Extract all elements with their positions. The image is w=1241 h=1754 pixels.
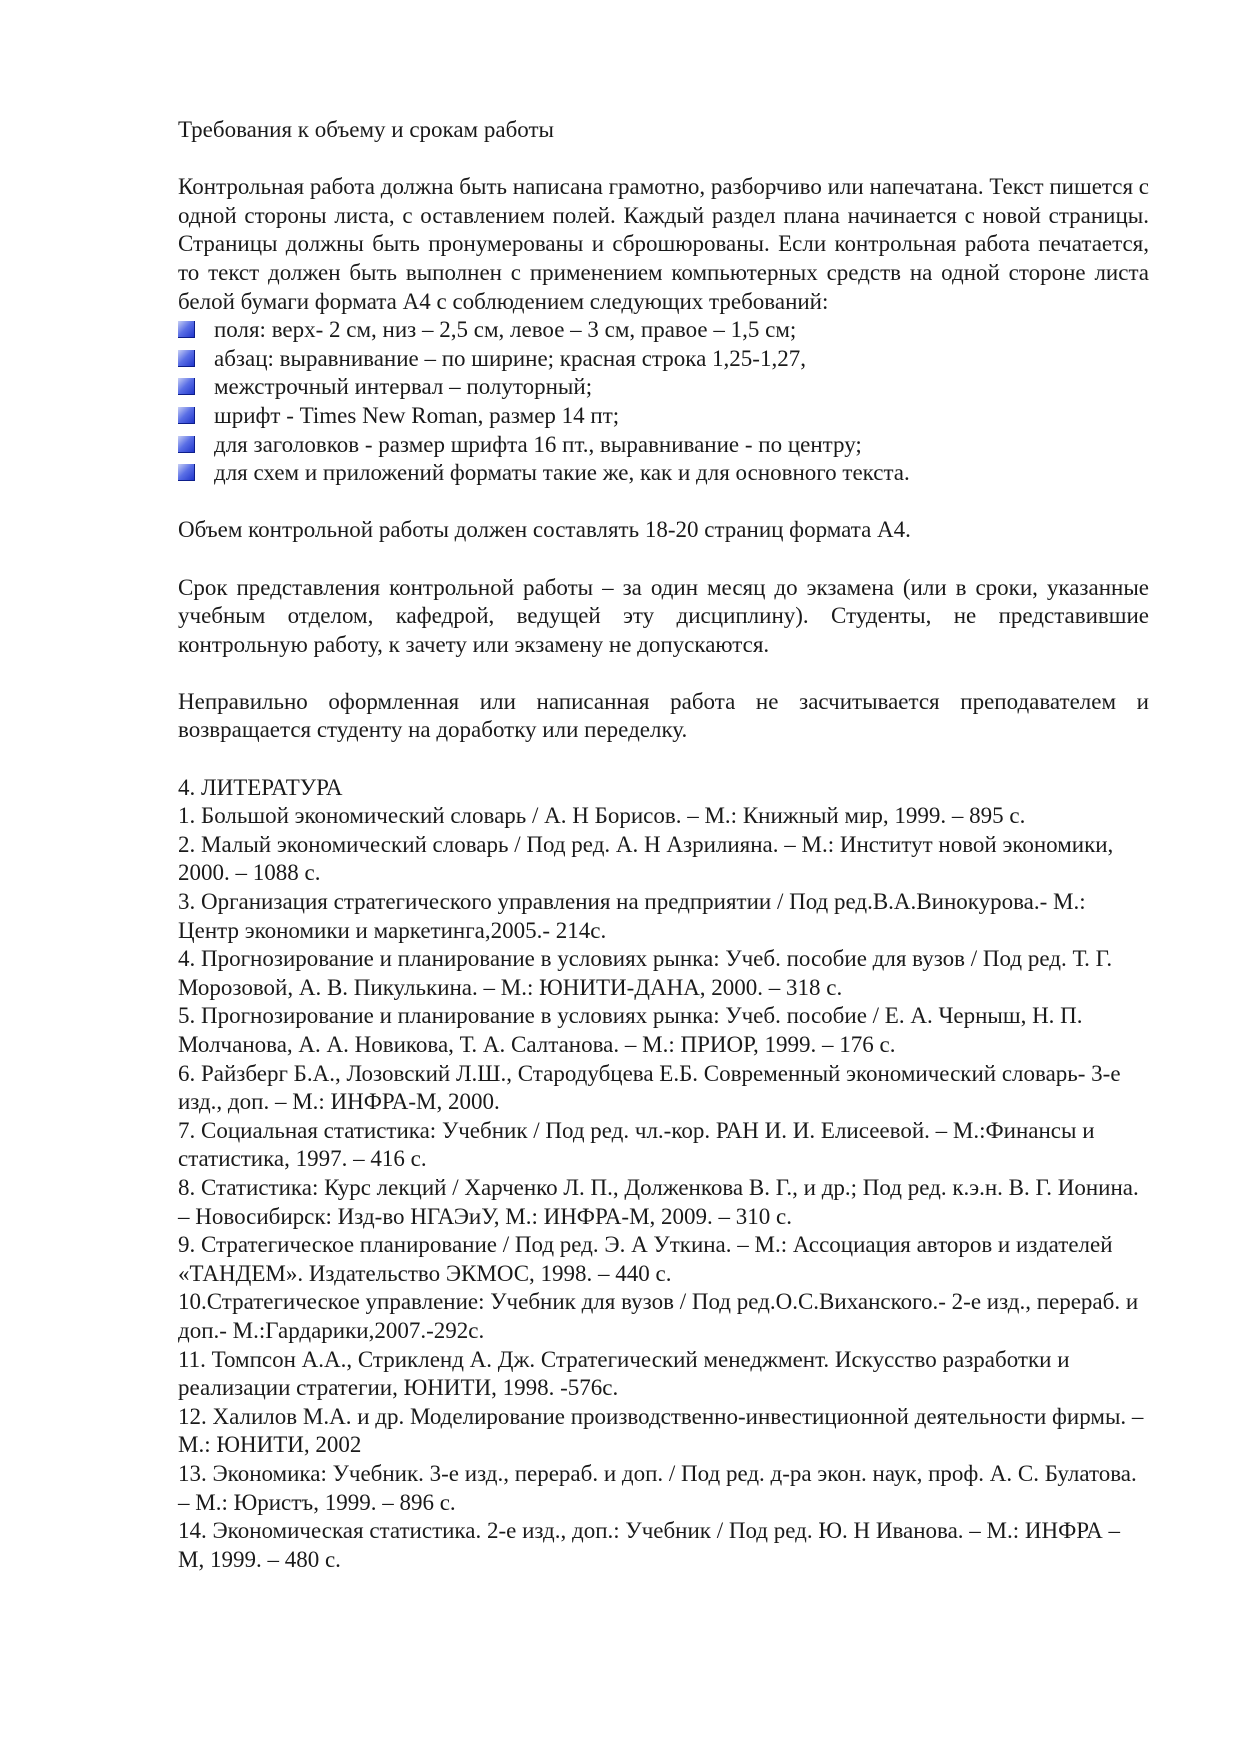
intro-paragraph: Контрольная работа должна быть написана грамотно, разборчиво или напечатана. Текст пишется с одной стороны листа, с оставлением полей. Каждый раздел плана начинается с новой страницы. Страницы должны быть пронумерованы и сброшюрованы. Если контрольная работа печатается, то текст должен быть выполнен с применением компьютерных средств на одной стороне листа белой бумаги формата А4 с соблюдением следующих требований:	[178, 174, 1149, 314]
literature-item: 13. Экономика: Учебник. 3-е изд., перераб. и доп. / Под ред. д-ра экон. наук, проф. А. С. Булатова. – М.: Юристъ, 1999. – 896 с.	[178, 1460, 1137, 1515]
spacer	[178, 545, 1149, 574]
literature-item: 1. Большой экономический словарь / А. Н Борисов. – М.: Книжный мир, 1999. – 895 с.	[178, 803, 1026, 829]
list-item-text: поля: верх- 2 см, низ – 2,5 см, левое – 3 см, правое – 1,5 см;	[214, 317, 797, 343]
list-item	[178, 431, 1149, 460]
spacer	[178, 145, 1149, 174]
literature-item: 11. Томпсон А.А., Стрикленд А. Дж. Стратегический менеджмент. Искусство разработки и реализации стратегии, ЮНИТИ, 1998. -576с.	[178, 1346, 1070, 1401]
literature-item: 4. Прогнозирование и планирование в условиях рынка: Учеб. пособие для вузов / Под ред. Т. Г. Морозовой, А. В. Пикулькина. – М.: ЮНИТИ-ДАНА, 2000. – 318 с.	[178, 946, 1113, 1000]
literature-item: 12. Халилов М.А. и др. Моделирование производственно-инвестиционной деятельности фирмы. – М.: ЮНИТИ, 2002	[178, 1403, 1144, 1458]
list-item-text: абзац: выравнивание – по ширине; красная строка 1,25-1,27,	[214, 345, 806, 371]
rejection-paragraph: Неправильно оформленная или написанная работа не засчитывается преподавателем и возвращается студенту на доработку или переделку.	[178, 688, 1149, 743]
list-item	[178, 459, 1149, 488]
literature-heading: 4. ЛИТЕРАТУРА	[178, 774, 343, 800]
list-item-text: шрифт - Times New Roman, размер 14 пт;	[214, 402, 620, 428]
section-title: Требования к объему и срокам работы	[178, 117, 554, 142]
literature-item: 3. Организация стратегического управления на предприятии / Под ред.В.А.Винокурова.- М.: Центр экономики и маркетинга,2005.- 214с.	[178, 889, 1086, 943]
literature-item: 8. Статистика: Курс лекций / Харченко Л. П., Долженкова В. Г., и др.; Под ред. к.э.н. В. Г. Ионина. – Новосибирск: Изд-во НГАЭиУ, М.: ИНФРА-М, 2009. – 310 с.	[178, 1174, 1139, 1229]
list-item-text: для схем и приложений форматы такие же, как и для основного текста.	[214, 460, 910, 486]
list-item	[178, 316, 1149, 345]
deadline-paragraph: Срок представления контрольной работы – за один месяц до экзамена (или в сроки, указанные учебным отделом, кафедрой, ведущей эту дисциплину). Студенты, не представившие контрольную работу, к зачету или экзамену не допускаются.	[178, 574, 1149, 657]
volume-paragraph: Объем контрольной работы должен составлять 18-20 страниц формата А4.	[178, 517, 911, 543]
literature-list	[178, 802, 1149, 1574]
square-bullet-icon	[178, 321, 195, 338]
square-bullet-icon	[178, 378, 195, 395]
spacer	[178, 659, 1149, 688]
literature-item: 10.Стратегическое управление: Учебник для вузов / Под ред.О.С.Виханского.- 2-е изд., перераб. и доп.- М.:Гардарики,2007.-292с.	[178, 1289, 1139, 1343]
literature-item: 14. Экономическая статистика. 2-е изд., доп.: Учебник / Под ред. Ю. Н Иванова. – М.: ИНФРА – М, 1999. – 480 с.	[178, 1518, 1121, 1572]
list-item-text: межстрочный интервал – полуторный;	[214, 374, 593, 400]
square-bullet-icon	[178, 436, 195, 453]
list-item-text: для заголовков - размер шрифта 16 пт., выравнивание - по центру;	[214, 431, 862, 457]
literature-item: 5. Прогнозирование и планирование в условиях рынка: Учеб. пособие / Е. А. Черныш, Н. П. Молчанова, А. А. Новикова, Т. А. Салтанова. – М.: ПРИОР, 1999. – 176 с.	[178, 1003, 1083, 1057]
literature-item: 6. Райзберг Б.А., Лозовский Л.Ш., Стародубцева Е.Б. Современный экономический словарь- 3-е изд., доп. – М.: ИНФРА-М, 2000.	[178, 1060, 1121, 1115]
list-item	[178, 345, 1149, 374]
spacer	[178, 488, 1149, 517]
requirements-list	[178, 316, 1149, 488]
literature-item: 2. Малый экономический словарь / Под ред. А. Н Азрилияна. – М.: Институт новой экономики, 2000. – 1088 с.	[178, 831, 1114, 886]
document-page	[178, 116, 1149, 1574]
list-item	[178, 402, 1149, 431]
square-bullet-icon	[178, 407, 195, 424]
square-bullet-icon	[178, 464, 195, 481]
list-item	[178, 373, 1149, 402]
literature-item: 9. Стратегическое планирование / Под ред. Э. А Уткина. – М.: Ассоциация авторов и издателей «ТАНДЕМ». Издательство ЭКМОС, 1998. – 440 с.	[178, 1232, 1113, 1286]
literature-item: 7. Социальная статистика: Учебник / Под ред. чл.-кор. РАН И. И. Елисеевой. – М.:Финансы и статистика, 1997. – 416 с.	[178, 1117, 1095, 1172]
square-bullet-icon	[178, 350, 195, 367]
spacer	[178, 745, 1149, 774]
